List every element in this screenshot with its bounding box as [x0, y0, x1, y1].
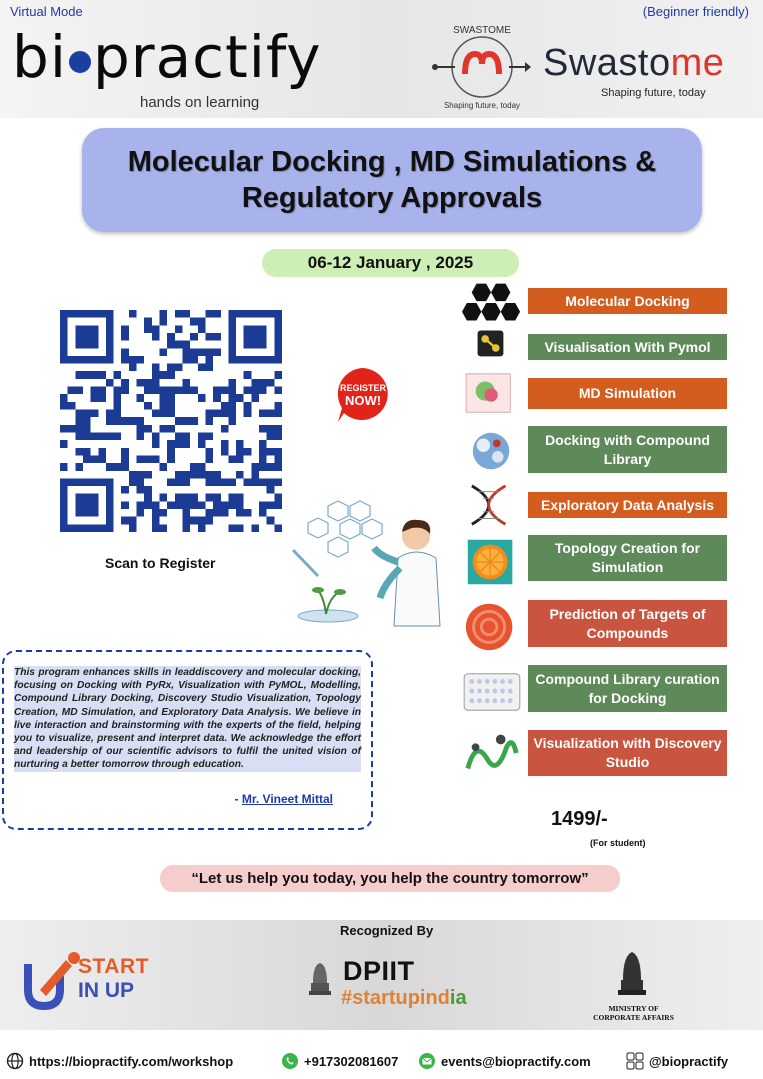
- protein-surface-icon: [462, 428, 522, 476]
- topic-6: Topology Creation for Simulation: [528, 535, 727, 581]
- hexagon-molecule-icon: [462, 276, 522, 332]
- scientist-illustration: [288, 498, 453, 628]
- quote-banner: “Let us help you today, you help the country tomorrow”: [160, 865, 620, 892]
- level-label: (Beginner friendly): [642, 4, 749, 19]
- footer-social[interactable]: [626, 1052, 728, 1070]
- topic-9: Visualization with Discovery Studio: [528, 730, 727, 776]
- topic-2: Visualisation With Pymol: [528, 334, 727, 360]
- scan-label: Scan to Register: [105, 555, 216, 571]
- startinup-line1: START: [78, 955, 149, 978]
- qr-code[interactable]: [60, 310, 282, 532]
- email-address[interactable]: events@biopractify.com: [441, 1053, 591, 1069]
- course-title-line1: Molecular Docking , MD Simulations &: [127, 146, 657, 178]
- phone-number[interactable]: +917302081607: [304, 1053, 399, 1069]
- social-handle[interactable]: @biopractify: [649, 1053, 729, 1069]
- dna-icon: [462, 482, 522, 530]
- course-title-box: [82, 128, 702, 232]
- target-icon: [462, 600, 522, 652]
- mode-label: Virtual Mode: [10, 4, 83, 19]
- swastome-name-a: Swasto: [543, 42, 671, 84]
- swastome-emblem-icon: [425, 22, 540, 112]
- ashoka-emblem-icon: [305, 957, 335, 1001]
- startupindia-a: #startupind: [341, 987, 450, 1009]
- mca-label: [586, 1004, 681, 1022]
- topic-1: Molecular Docking: [528, 288, 727, 314]
- course-title-line2: Regulatory Approvals: [241, 182, 543, 214]
- brand-name-b: practify: [92, 23, 322, 91]
- social-media-icon: [626, 1052, 644, 1070]
- startupindia-tag: [341, 987, 467, 1010]
- signature-name[interactable]: Mr. Vineet Mittal: [241, 792, 333, 806]
- topic-4: Docking with Compound Library: [528, 426, 727, 473]
- register-now-badge[interactable]: [332, 364, 392, 424]
- well-plate-icon: [462, 668, 522, 716]
- brand-dot-icon: [69, 51, 91, 73]
- whatsapp-icon: [281, 1052, 299, 1070]
- topic-7: Prediction of Targets of Compounds: [528, 600, 727, 647]
- startinup-line2: IN UP: [78, 979, 135, 1002]
- signature-dash: -: [234, 792, 242, 806]
- recognition-title: Recognized By: [340, 923, 434, 938]
- orange-slice-icon: [462, 537, 522, 587]
- pymol-icon: [462, 329, 522, 367]
- biopractify-logo: [12, 22, 402, 117]
- protein-box-icon: [462, 370, 522, 418]
- startupindia-b: ia: [449, 987, 467, 1009]
- protein-ribbon-icon: [462, 726, 522, 782]
- swastome-tagline: Shaping future, today: [601, 87, 706, 99]
- program-description: This program enhances skills in leaddiscovery and molecular docking, focusing on Docking with PyRx, Visualization with PyMOL, Modelling, Compound Library Docking, Discovery Studio Visualization, Topology Creation, MD Simulation, and Exploratory Data Analysis. We believe in live interaction and brainstorming with the experts of the field, helping you to visualize, present and interpret data. We acknowledge the effort and leadership of our scientific advisors to fulfil the united vision of nurturing a better tomorrow through education.: [14, 667, 361, 771]
- price-note: (For student): [590, 838, 646, 848]
- topic-8: Compound Library curation for Docking: [528, 665, 727, 712]
- mca-line1: MINISTRY OF: [608, 1004, 659, 1013]
- price: 1499/-: [551, 808, 608, 830]
- mca-line2: CORPORATE AFFAIRS: [593, 1013, 674, 1022]
- swastome-logo: [543, 42, 724, 85]
- footer-website[interactable]: [6, 1052, 233, 1070]
- program-description-box: [2, 650, 373, 830]
- emblem-top-text: SWASTOME: [453, 25, 511, 36]
- emblem-bottom-text: Shaping future, today: [443, 101, 521, 110]
- signature: [235, 792, 333, 806]
- register-line2: NOW!: [344, 393, 382, 408]
- footer-phone[interactable]: [281, 1052, 398, 1070]
- footer-email[interactable]: [418, 1052, 591, 1070]
- brand-name-a: bi: [12, 23, 67, 91]
- mca-emblem-icon: [613, 946, 651, 1001]
- topic-3: MD Simulation: [528, 378, 727, 409]
- email-icon: [418, 1052, 436, 1070]
- globe-icon: [6, 1052, 24, 1070]
- website-link[interactable]: https://biopractify.com/workshop: [29, 1053, 234, 1069]
- dpiit-title: DPIIT: [343, 956, 415, 986]
- topic-5: Exploratory Data Analysis: [528, 492, 727, 518]
- date-badge: 06-12 January , 2025: [262, 249, 519, 277]
- brand-tagline: hands on learning: [140, 94, 260, 111]
- register-line1: REGISTER: [339, 383, 387, 393]
- swastome-name-b: me: [670, 42, 725, 84]
